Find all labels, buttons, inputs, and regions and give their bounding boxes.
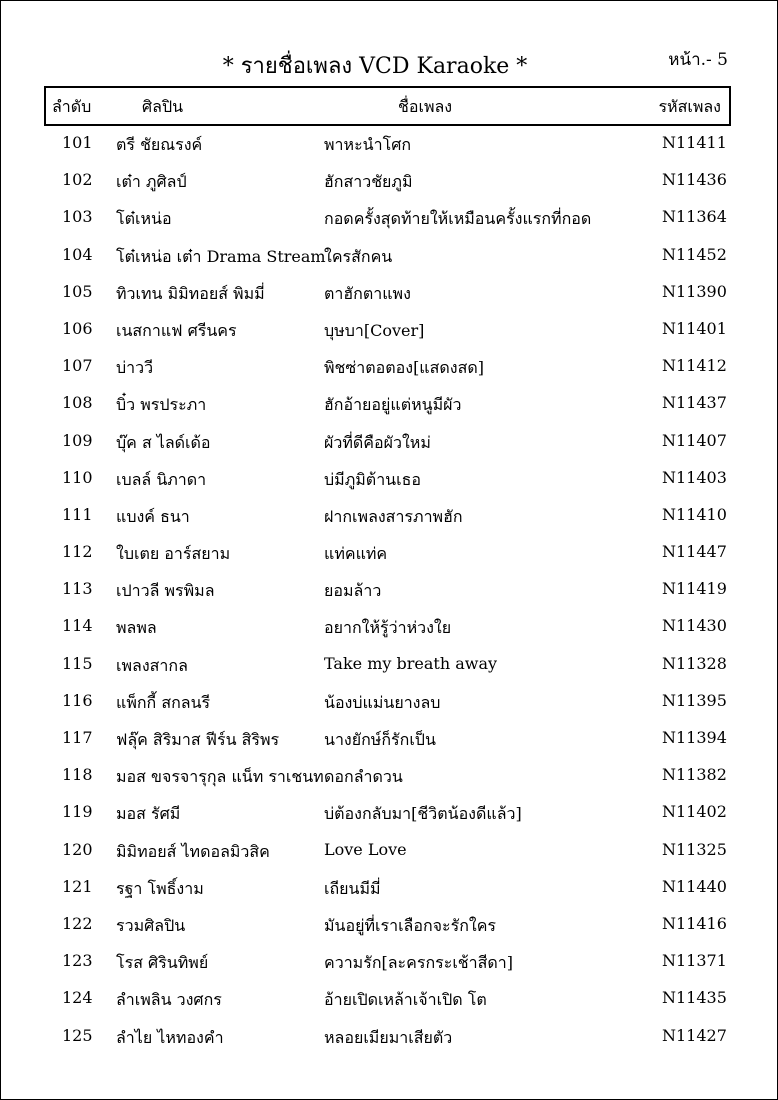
row-artist: ฟลุ๊ค สิริมาส ฟีร์น สิริพร xyxy=(116,730,280,749)
row-song: มันอยู่ที่เราเลือกจะรักใคร xyxy=(324,915,496,935)
row-code: N11407 xyxy=(662,430,727,450)
row-song: พาหะนำโศก xyxy=(324,135,412,154)
row-artist: รวมศิลปิน xyxy=(116,915,186,935)
table-row xyxy=(0,237,778,274)
row-code: N11412 xyxy=(662,356,727,376)
column-header-song: ชื่อเพลง xyxy=(398,97,453,116)
row-artist: ตรี ชัยณรงค์ xyxy=(116,135,203,154)
table-row xyxy=(0,125,778,162)
row-number: 119 xyxy=(62,802,93,822)
row-code: N11427 xyxy=(662,1025,727,1045)
row-song: ฮักอ้ายอยู่แต่หนูมีผัว xyxy=(324,395,462,415)
row-code: N11436 xyxy=(662,170,727,190)
table-row xyxy=(0,199,778,236)
row-song: ความรัก[ละครกระเช้าสีดา] xyxy=(324,953,514,973)
row-artist: ใบเตย อาร์สยาม xyxy=(116,544,231,564)
row-number: 117 xyxy=(62,728,93,747)
row-song: บ่มีภูมิต้านเธอ xyxy=(324,469,421,489)
row-artist: แบงค์ ธนา xyxy=(116,506,190,526)
table-row xyxy=(0,906,778,943)
row-code: N11401 xyxy=(662,318,727,338)
row-code: N11403 xyxy=(662,467,727,487)
row-number: 102 xyxy=(62,170,93,190)
row-artist: เนสกาแฟ ศรีนคร xyxy=(116,320,237,340)
table-row xyxy=(0,385,778,422)
row-artist: เบลล์ นิภาดา xyxy=(116,469,207,489)
row-code: N11435 xyxy=(662,988,727,1008)
row-song: บ่ต้องกลับมา[ชีวิตน้องดีแล้ว] xyxy=(324,804,522,824)
row-artist: โต๋เหน่อ xyxy=(116,209,172,229)
row-song: ใครสักคน xyxy=(324,246,393,266)
row-number: 123 xyxy=(62,951,93,971)
row-song: หลอยเมียมาเสียตัว xyxy=(324,1027,453,1047)
row-number: 120 xyxy=(62,839,93,859)
row-number: 101 xyxy=(62,133,93,152)
row-number: 111 xyxy=(62,504,93,524)
table-header xyxy=(44,86,731,126)
row-number: 109 xyxy=(62,430,93,450)
row-artist: รฐา โพธิ์งาม xyxy=(116,878,204,898)
row-number: 105 xyxy=(62,281,93,301)
row-song: อยากให้รู้ว่าห่วงใย xyxy=(324,618,452,638)
row-number: 107 xyxy=(62,356,93,376)
row-number: 122 xyxy=(62,913,93,933)
row-song: แท่คแท่ค xyxy=(324,544,388,564)
row-number: 110 xyxy=(62,467,93,487)
row-code: N11328 xyxy=(662,653,727,673)
row-number: 124 xyxy=(62,988,93,1008)
row-code: N11447 xyxy=(662,542,727,562)
table-row xyxy=(0,832,778,869)
table-row xyxy=(0,497,778,534)
row-code: N11390 xyxy=(662,281,727,301)
row-number: 108 xyxy=(62,393,93,413)
row-number: 112 xyxy=(62,542,93,562)
table-row xyxy=(0,348,778,385)
table-row xyxy=(0,720,778,757)
row-song: บุษบา[Cover] xyxy=(324,320,425,340)
table-row xyxy=(0,869,778,906)
row-song: ตาฮักตาแพง xyxy=(324,283,411,303)
table-row xyxy=(0,162,778,199)
row-code: N11410 xyxy=(662,504,727,524)
table-row xyxy=(0,943,778,980)
row-song: กอดครั้งสุดท้ายให้เหมือนครั้งแรกที่กอด xyxy=(324,209,592,229)
row-number: 121 xyxy=(62,876,93,896)
row-song: ฮักสาวชัยภูมิ xyxy=(324,172,413,192)
row-song: นางยักษ์ก็รักเป็น xyxy=(324,730,436,749)
row-number: 113 xyxy=(62,579,93,599)
row-number: 103 xyxy=(62,207,93,227)
table-row xyxy=(0,1018,778,1055)
row-artist: มอส ขจรจารุกุล แน็ท ราเชนท xyxy=(116,767,324,787)
table-row xyxy=(0,534,778,571)
column-header-artist: ศิลปิน xyxy=(142,97,184,116)
table-row xyxy=(0,423,778,460)
row-code: N11411 xyxy=(662,133,727,152)
row-song: ผัวที่ดีคือผัวใหม่ xyxy=(324,432,431,452)
table-row xyxy=(0,311,778,348)
row-number: 115 xyxy=(62,653,93,673)
table-row xyxy=(0,794,778,831)
table-row xyxy=(0,683,778,720)
row-artist: ทิวเทน มิมิทอยส์ พิมมี่ xyxy=(116,283,265,303)
row-song: เถียนมีมี่ xyxy=(324,878,381,898)
row-artist: โรส ศิรินทิพย์ xyxy=(116,953,209,973)
row-artist: โต๋เหน่อ เต๋า Drama Stream xyxy=(116,246,326,266)
row-artist: บิ๋ว พรประภา xyxy=(116,395,207,415)
table-row xyxy=(0,608,778,645)
row-code: N11440 xyxy=(662,876,727,896)
row-artist: เพลงสากล xyxy=(116,655,188,675)
row-song: ยอมล้าว xyxy=(324,581,382,601)
column-header-code: รหัสเพลง xyxy=(658,97,721,116)
row-artist: พลพล xyxy=(116,618,157,638)
row-code: N11419 xyxy=(662,579,727,599)
row-code: N11364 xyxy=(662,207,727,227)
row-song: Take my breath away xyxy=(324,653,498,673)
row-number: 114 xyxy=(62,616,93,636)
row-code: N11395 xyxy=(662,690,727,710)
table-row xyxy=(0,646,778,683)
row-code: N11416 xyxy=(662,913,727,933)
row-code: N11430 xyxy=(662,616,727,636)
row-number: 106 xyxy=(62,318,93,338)
table-row xyxy=(0,274,778,311)
row-code: N11394 xyxy=(662,728,727,747)
song-list xyxy=(0,125,778,1055)
row-number: 118 xyxy=(62,765,93,785)
row-artist: เต๋า ภูศิลป์ xyxy=(116,172,187,192)
page-title: * รายชื่อเพลง VCD Karaoke * xyxy=(222,54,528,79)
row-artist: บ่าววี xyxy=(116,358,154,378)
row-artist: มอส รัศมี xyxy=(116,804,181,824)
row-song: ฝากเพลงสารภาพฮัก xyxy=(324,506,463,526)
row-code: N11402 xyxy=(662,802,727,822)
row-artist: แพ็กกี้ สกลนรี xyxy=(116,692,211,712)
row-song: Love Love xyxy=(324,839,407,859)
row-song: พิชซ่าตอตอง[แสดงสด] xyxy=(324,358,484,378)
row-code: N11452 xyxy=(662,244,727,264)
row-artist: ลำไย ไหทองคำ xyxy=(116,1027,224,1047)
row-code: N11371 xyxy=(662,951,727,971)
table-row xyxy=(0,460,778,497)
row-number: 104 xyxy=(62,244,93,264)
row-number: 125 xyxy=(62,1025,93,1045)
row-code: N11382 xyxy=(662,765,727,785)
row-artist: บุ๊ค ส ไลด์เด้อ xyxy=(116,432,211,452)
row-code: N11325 xyxy=(662,839,727,859)
row-song: น้องบ่แม่นยางลบ xyxy=(324,692,441,712)
row-song: ดอกลำดวน xyxy=(324,767,403,787)
table-row xyxy=(0,757,778,794)
row-artist: มิมิทอยส์ ไทดอลมิวสิค xyxy=(116,841,270,861)
row-code: N11437 xyxy=(662,393,727,413)
row-artist: ลำเพลิน วงศกร xyxy=(116,990,222,1010)
row-song: อ้ายเปิดเหล้าเจ้าเปิด โต xyxy=(324,990,487,1010)
page-number: หน้า.- 5 xyxy=(668,50,728,70)
table-row xyxy=(0,571,778,608)
row-number: 116 xyxy=(62,690,93,710)
column-header-no: ลำดับ xyxy=(52,97,92,116)
row-artist: เปาวลี พรพิมล xyxy=(116,581,215,601)
table-row xyxy=(0,980,778,1017)
